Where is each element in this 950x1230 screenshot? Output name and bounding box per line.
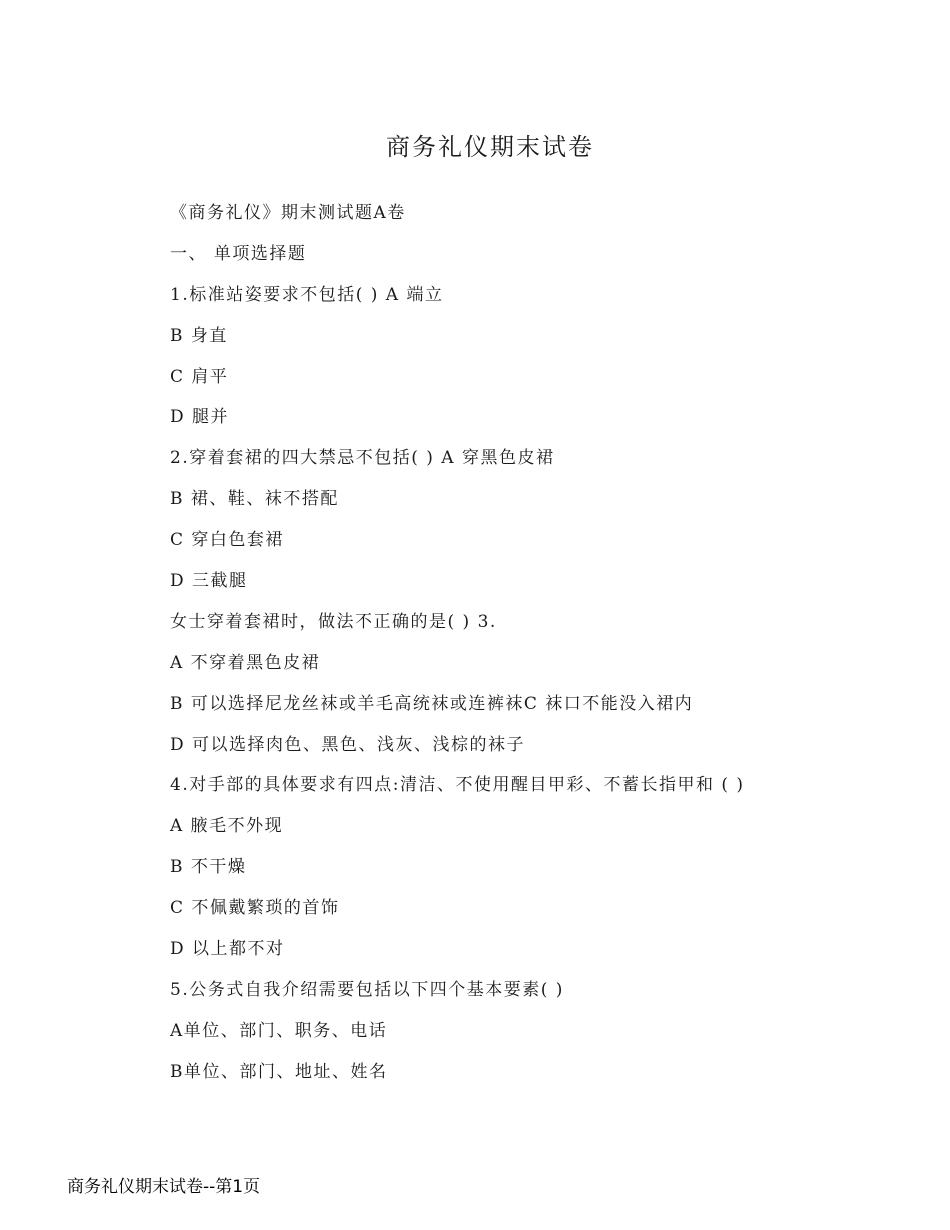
question-2: 2.穿着套裙的四大禁忌不包括( ) A 穿黑色皮裙 bbox=[170, 448, 555, 469]
question-4-option-a: A 腋毛不外现 bbox=[170, 816, 284, 837]
question-3: 女士穿着套裙时，做法不正确的是( ) 3. bbox=[170, 611, 497, 632]
question-3-option-a: A 不穿着黑色皮裙 bbox=[170, 652, 321, 673]
question-2-option-b: B 裙、鞋、袜不搭配 bbox=[170, 489, 339, 510]
question-5-option-b: B单位、部门、地址、姓名 bbox=[170, 1061, 388, 1082]
question-3-option-b-c: B 可以选择尼龙丝袜或羊毛高统袜或连裤袜C 袜口不能没入裙内 bbox=[170, 693, 694, 714]
question-3-option-d: D 可以选择肉色、黑色、浅灰、浅棕的袜子 bbox=[170, 734, 526, 755]
question-1: 1.标准站姿要求不包括( ) A 端立 bbox=[170, 284, 444, 305]
question-4-option-d: D 以上都不对 bbox=[170, 939, 285, 960]
question-1-option-c: C 肩平 bbox=[170, 366, 229, 387]
question-5-option-a: A单位、部门、职务、电话 bbox=[170, 1020, 388, 1041]
page-footer: 商务礼仪期末试卷--第1页 bbox=[67, 1177, 261, 1197]
question-2-option-d: D 三截腿 bbox=[170, 571, 248, 592]
exam-subtitle: 《商务礼仪》期末测试题A卷 bbox=[170, 203, 406, 223]
section-heading: 一、 单项选择题 bbox=[170, 243, 307, 264]
question-4-option-c: C 不佩戴繁琐的首饰 bbox=[170, 898, 340, 919]
exam-content bbox=[170, 200, 890, 1100]
question-5: 5.公务式自我介绍需要包括以下四个基本要素( ) bbox=[170, 979, 564, 1000]
question-1-option-d: D 腿并 bbox=[170, 407, 230, 428]
page-title: 商务礼仪期末试卷 bbox=[386, 133, 594, 161]
question-1-option-b: B 身直 bbox=[170, 325, 228, 346]
question-2-option-c: C 穿白色套裙 bbox=[170, 530, 284, 551]
question-4-option-b: B 不干燥 bbox=[170, 857, 247, 878]
question-4: 4.对手部的具体要求有四点:清洁、不使用醒目甲彩、不蓄长指甲和 ( ) bbox=[170, 775, 745, 796]
